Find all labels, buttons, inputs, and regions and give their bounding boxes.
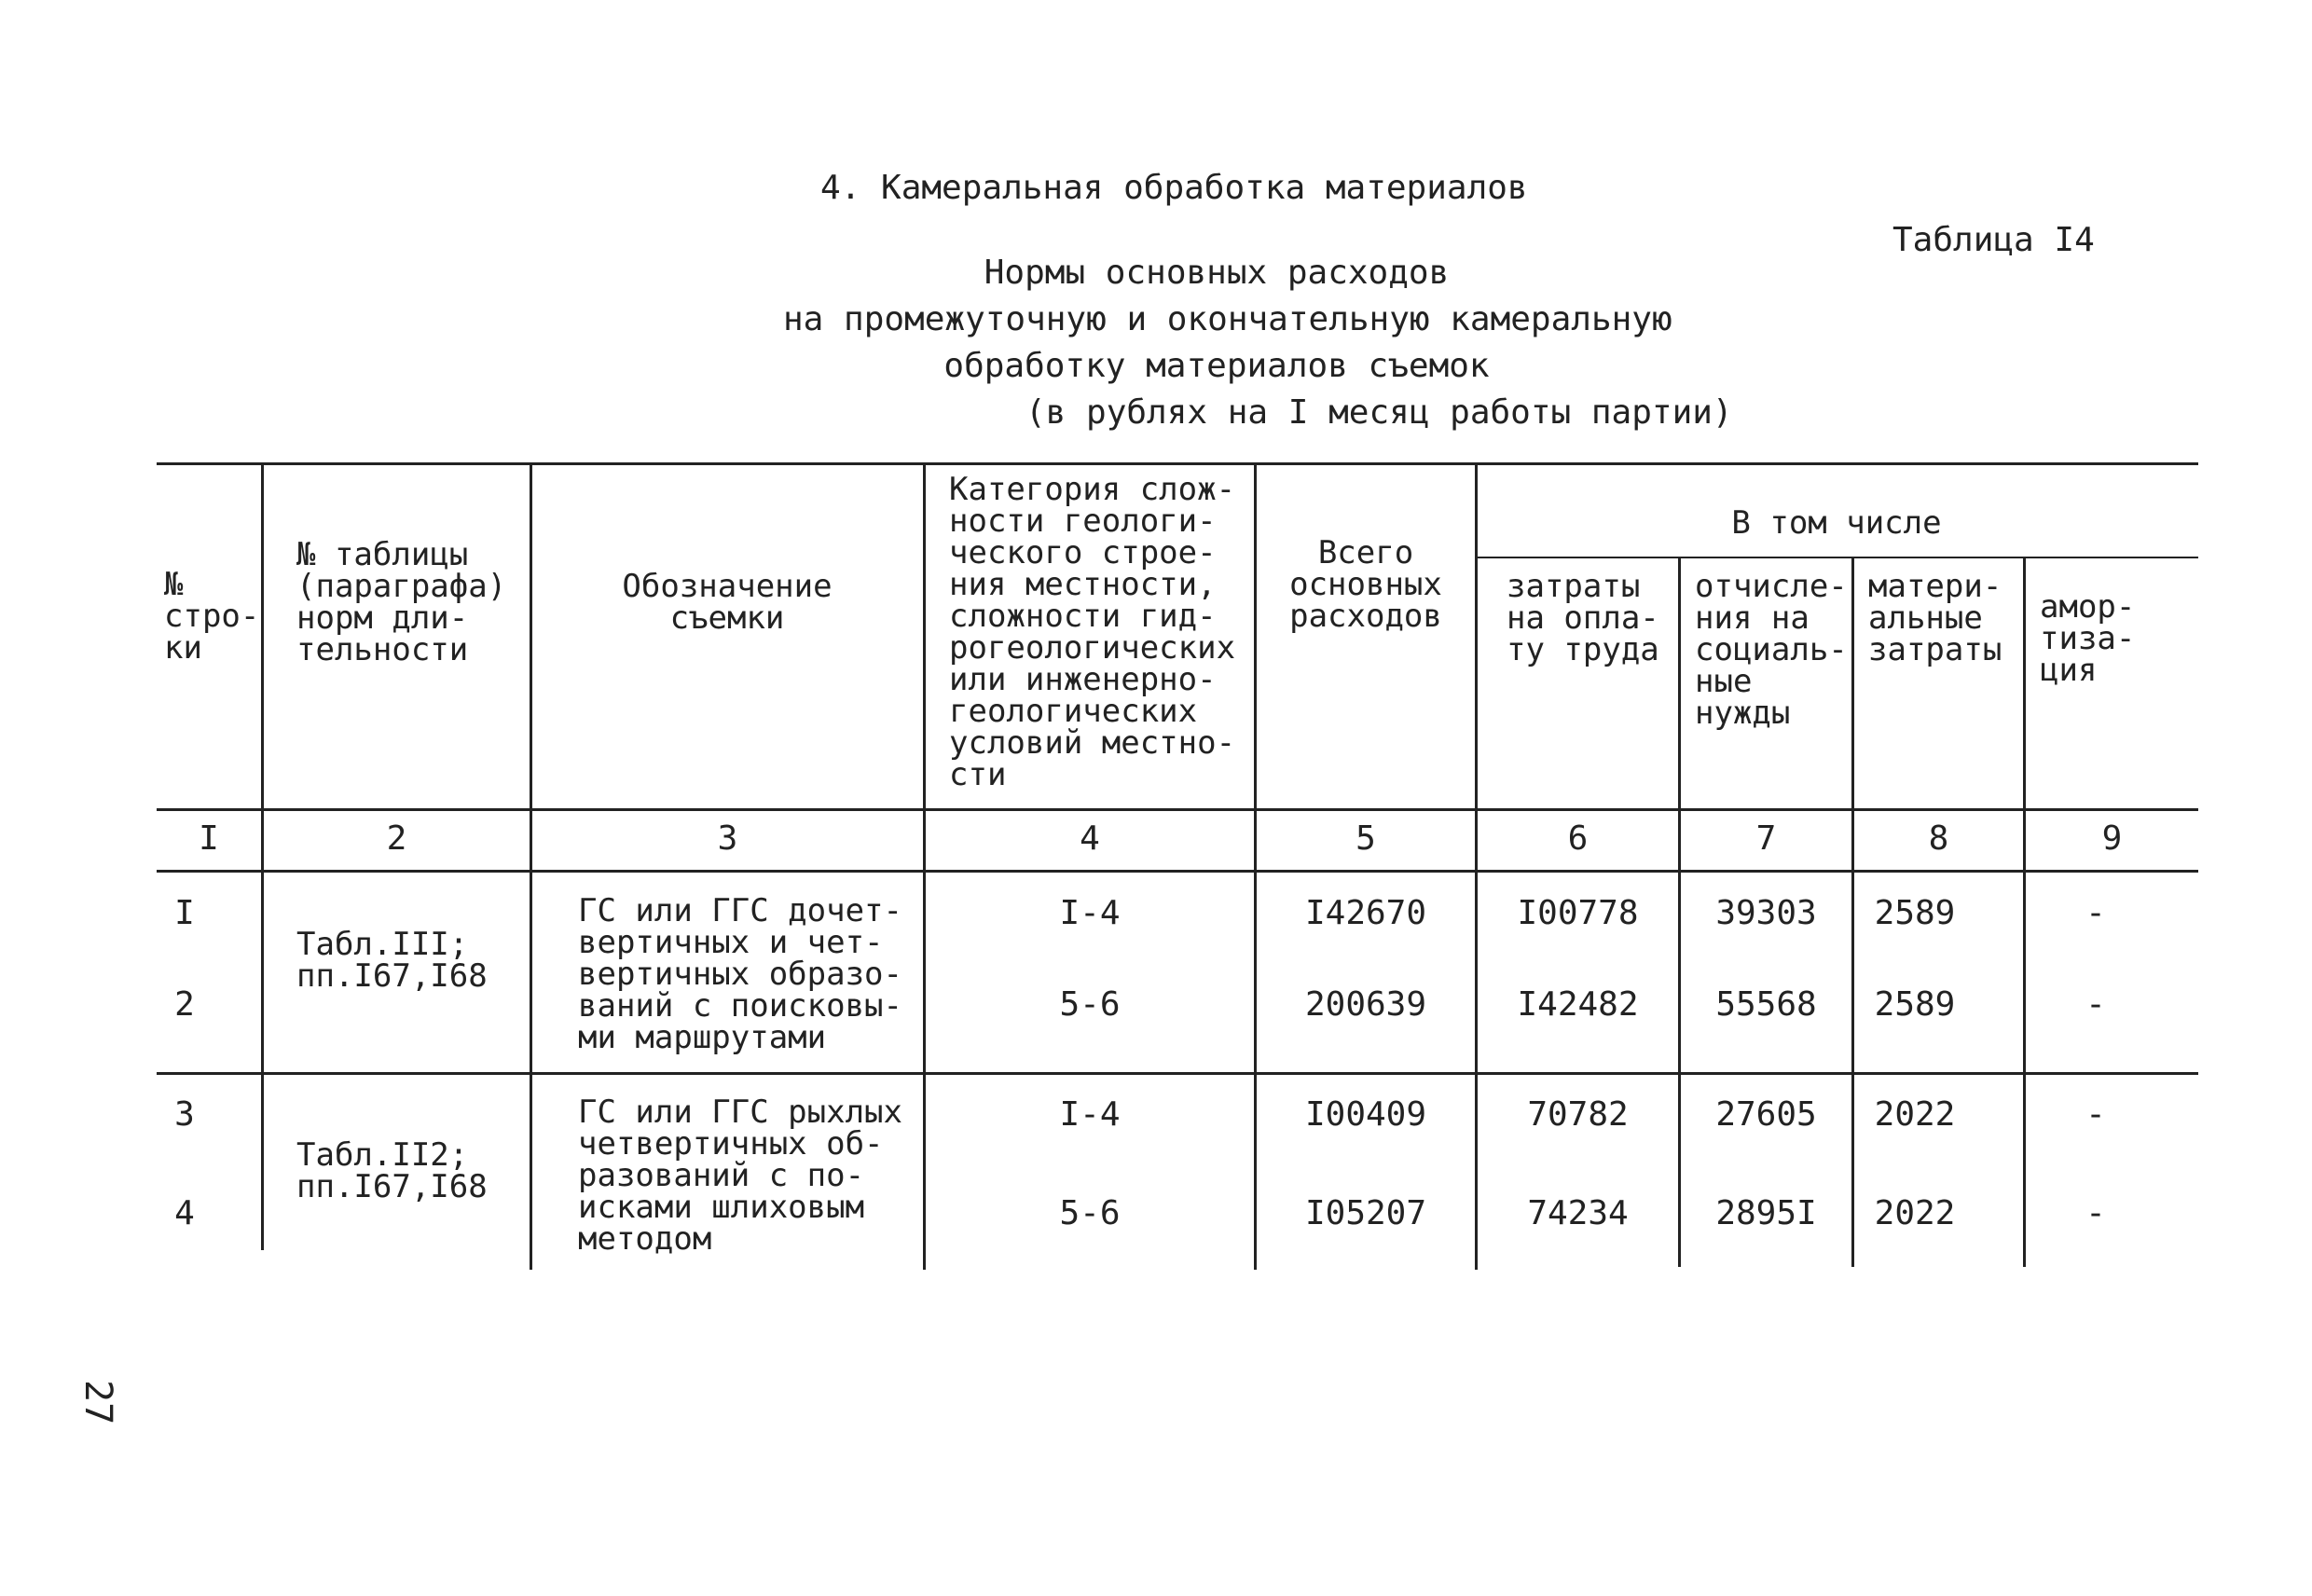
row-number: 3 xyxy=(174,1095,195,1134)
header-social: отчисле- ния на социаль- ные нужды xyxy=(1695,568,1848,732)
header-row-number: № стро- ки xyxy=(164,566,260,667)
row-number: 2 xyxy=(174,985,195,1024)
survey-description: ГС или ГГС рыхлых четвертичных об- разований с по- исками шлиховым методом xyxy=(578,1094,902,1258)
cell-amortization: - xyxy=(2085,985,2106,1024)
title-line-2: на промежуточную и окончательную камеральную xyxy=(783,300,1672,338)
cell-materials: 2589 xyxy=(1874,894,1956,932)
header-group: В том числе xyxy=(1731,504,1942,542)
column-number: 6 xyxy=(1567,819,1589,858)
table-title xyxy=(783,250,1733,436)
cell-amortization: - xyxy=(2085,894,2106,932)
cell-category: I-4 xyxy=(1059,1095,1121,1134)
column-number: 5 xyxy=(1356,819,1376,858)
column-number: 2 xyxy=(386,819,407,858)
column-number: 7 xyxy=(1755,819,1777,858)
norm-ref: Табл.II2; пп.I67,I68 xyxy=(296,1136,488,1205)
page-number: 27 xyxy=(76,1380,119,1425)
section-heading: 4. Камеральная обработка материалов xyxy=(820,169,1528,207)
survey-description: ГС или ГГС дочет- вертичных и чет- вертичных образо- ваний с поисковы- ми маршрутами xyxy=(578,892,902,1056)
title-line-4: (в рублях на I месяц работы партии) xyxy=(1025,393,1733,432)
title-line-3: обработку материалов съемок xyxy=(943,347,1490,385)
cell-labor: 74234 xyxy=(1527,1194,1629,1232)
cell-materials: 2589 xyxy=(1874,985,1956,1024)
cell-materials: 2022 xyxy=(1874,1095,1956,1134)
cell-social: 27605 xyxy=(1715,1095,1817,1134)
cell-total: 200639 xyxy=(1304,985,1427,1024)
column-number: 8 xyxy=(1928,819,1949,858)
cell-total: I00409 xyxy=(1304,1095,1427,1134)
rule-top xyxy=(157,462,2198,465)
norm-ref: Табл.III; пп.I67,I68 xyxy=(296,926,488,995)
cell-social: 2895I xyxy=(1715,1194,1817,1232)
column-number: 4 xyxy=(1080,819,1100,858)
header-norm-ref: № таблицы (параграфа) норм дли- тельности xyxy=(296,536,507,668)
column-number: 9 xyxy=(2101,819,2123,858)
col-divider-4 xyxy=(1254,462,1257,1270)
col-divider-3 xyxy=(923,462,926,1270)
table-label: Таблица I4 xyxy=(1892,221,2095,259)
header-materials: матери- альные затраты xyxy=(1868,568,2002,668)
cell-amortization: - xyxy=(2085,1095,2106,1134)
cell-category: 5-6 xyxy=(1059,985,1121,1024)
cell-social: 55568 xyxy=(1715,985,1817,1024)
cell-social: 39303 xyxy=(1715,894,1817,932)
cell-total: I05207 xyxy=(1304,1194,1427,1232)
cell-category: 5-6 xyxy=(1059,1194,1121,1232)
rule-group1-bottom xyxy=(157,1072,2198,1075)
col-divider-5 xyxy=(1475,462,1478,1270)
header-category: Категория слож- ности геологи- ческого строе- ния местности, сложности гид- рогеологических или инженерно- геологических условий местно- сти xyxy=(949,471,1236,793)
row-number: I xyxy=(174,894,195,932)
title-line-1: Нормы основных расходов xyxy=(984,254,1450,292)
column-number: 3 xyxy=(717,819,738,858)
header-labor: затраты на опла- ту труда xyxy=(1507,568,1659,668)
header-survey: Обозначение съемки xyxy=(622,568,833,637)
cell-category: I-4 xyxy=(1059,894,1121,932)
header-amortization: амор- тиза- ция xyxy=(2040,588,2136,689)
header-total: Всего основных расходов xyxy=(1289,534,1442,635)
row-number: 4 xyxy=(174,1194,195,1232)
rule-group xyxy=(1478,557,2198,558)
cell-total: I42670 xyxy=(1304,894,1427,932)
cell-labor: 70782 xyxy=(1527,1095,1629,1134)
cell-materials: 2022 xyxy=(1874,1194,1956,1232)
col-divider-2 xyxy=(530,462,532,1270)
rule-numbers-bottom xyxy=(157,870,2198,873)
cell-labor: I00778 xyxy=(1517,894,1639,932)
cell-labor: I42482 xyxy=(1517,985,1639,1024)
column-number: I xyxy=(199,819,219,858)
rule-header-bottom xyxy=(157,808,2198,811)
cell-amortization: - xyxy=(2085,1194,2106,1232)
